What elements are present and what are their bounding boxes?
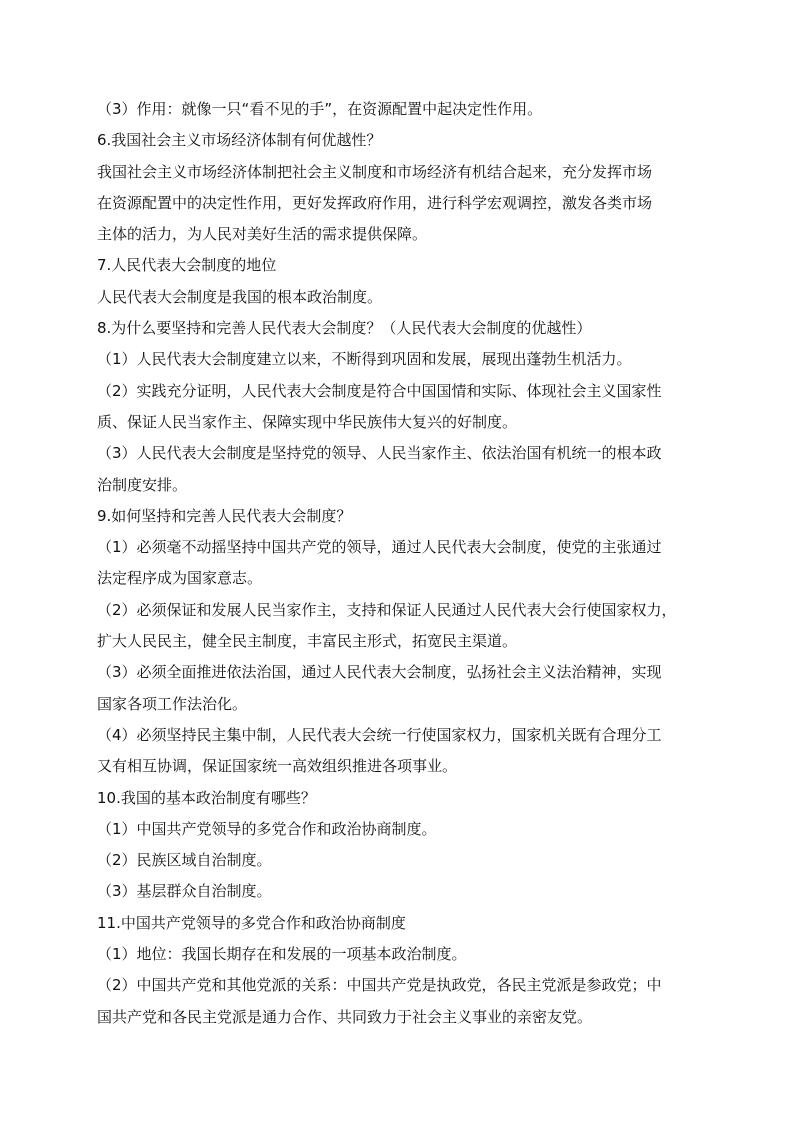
question-9-heading: 9.如何坚持和完善人民代表大会制度？ — [97, 506, 352, 525]
answer-8-point-3-line-1: （3）人民代表大会制度是坚持党的领导、人民当家作主、依法治国有机统一的根本政 — [97, 444, 662, 463]
question-7-heading: 7.人民代表大会制度的地位 — [97, 256, 277, 275]
document-body — [97, 94, 703, 1033]
answer-6-paragraph-line-2: 在资源配置中的决定性作用，更好发挥政府作用，进行科学宏观调控，激发各类市场 — [97, 193, 653, 212]
answer-9-point-4-line-1: （4）必须坚持民主集中制，人民代表大会统一行使国家权力，国家机关既有合理分工 — [97, 725, 662, 744]
answer-8-point-1: （1）人民代表大会制度建立以来，不断得到巩固和发展，展现出蓬勃生机活力。 — [97, 350, 632, 369]
answer-7-paragraph: 人民代表大会制度是我国的根本政治制度。 — [97, 287, 383, 306]
answer-8-point-3-line-2: 治制度安排。 — [97, 475, 188, 494]
answer-3-role-invisible-hand: （3）作用：就像一只“看不见的手”，在资源配置中起决定性作用。 — [97, 100, 543, 118]
answer-9-point-3-line-1: （3）必须全面推进依法治国，通过人民代表大会制度，弘扬社会主义法治精神，实现 — [97, 663, 662, 682]
answer-11-point-1: （1）地位：我国长期存在和发展的一项基本政治制度。 — [97, 945, 467, 964]
answer-6-paragraph-line-1: 我国社会主义市场经济体制把社会主义制度和市场经济有机结合起来，充分发挥市场 — [97, 162, 653, 181]
question-8-heading: 8.为什么要坚持和完善人民代表大会制度？（人民代表大会制度的优越性） — [97, 319, 592, 338]
answer-11-point-2-line-2: 国共产党和各民主党派是通力合作、共同致力于社会主义事业的亲密友党。 — [97, 1007, 593, 1026]
answer-9-point-4-line-2: 又有相互协调，保证国家统一高效组织推进各项事业。 — [97, 757, 458, 776]
answer-9-point-2-line-2: 扩大人民民主，健全民主制度，丰富民主形式，拓宽民主渠道。 — [97, 632, 518, 651]
question-10-heading: 10.我国的基本政治制度有哪些？ — [97, 788, 316, 807]
answer-10-point-1: （1）中国共产党领导的多党合作和政治协商制度。 — [97, 819, 437, 838]
answer-11-point-2-line-1: （2）中国共产党和其他党派的关系：中国共产党是执政党，各民主党派是参政党；中 — [97, 976, 662, 995]
answer-9-point-1-line-1: （1）必须毫不动摇坚持中国共产党的领导，通过人民代表大会制度，使党的主张通过 — [97, 538, 662, 557]
answer-9-point-1-line-2: 法定程序成为国家意志。 — [97, 569, 263, 588]
question-6-heading: 6.我国社会主义市场经济体制有何优越性？ — [97, 131, 382, 150]
answer-9-point-3-line-2: 国家各项工作法治化。 — [97, 694, 248, 713]
answer-10-point-3: （3）基层群众自治制度。 — [97, 882, 272, 901]
answer-8-point-2-line-1: （2）实践充分证明，人民代表大会制度是符合中国国情和实际、体现社会主义国家性 — [97, 381, 662, 400]
answer-9-point-2-line-1: （2）必须保证和发展人民当家作主，支持和保证人民通过人民代表大会行使国家权力， — [97, 600, 677, 619]
answer-8-point-2-line-2: 质、保证人民当家作主、保障实现中华民族伟大复兴的好制度。 — [97, 412, 518, 431]
answer-10-point-2: （2）民族区域自治制度。 — [97, 851, 272, 870]
answer-6-paragraph-line-3: 主体的活力，为人民对美好生活的需求提供保障。 — [97, 225, 428, 244]
question-11-heading: 11.中国共产党领导的多党合作和政治协商制度 — [97, 913, 406, 932]
